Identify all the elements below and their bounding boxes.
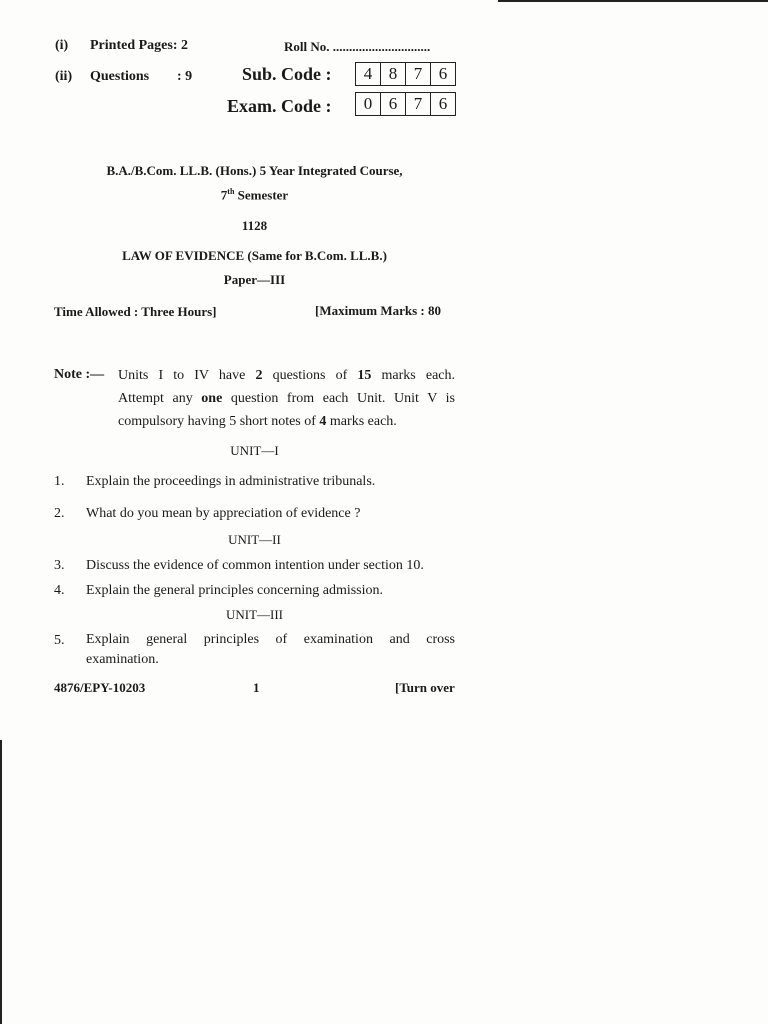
exam-code-box — [355, 92, 456, 116]
page-number: 1 — [253, 680, 260, 695]
sub-code-digit: 8 — [380, 63, 405, 85]
questions-index: (ii) — [55, 69, 73, 84]
question-number: 2. — [54, 506, 65, 521]
printed-pages-index: (i) — [55, 38, 69, 53]
unit-2-heading: UNIT—II — [228, 532, 281, 547]
unit-1-heading: UNIT—I — [230, 443, 279, 458]
question-text: What do you mean by appreciation of evidence ? — [86, 506, 361, 521]
turn-over: [Turn over — [395, 680, 455, 695]
note-line-3: compulsory having 5 short notes of 4 marks each. — [118, 414, 397, 429]
question-number: 1. — [54, 474, 65, 489]
question-number: 5. — [54, 633, 65, 648]
semester-number: 7 — [220, 187, 228, 203]
note-label: Note :— — [54, 367, 105, 382]
roll-no: Roll No. .............................. — [284, 39, 431, 54]
sub-code-label: Sub. Code : — [242, 64, 332, 84]
question-text-line: Explain general principles of examination and cross — [86, 632, 455, 647]
time-allowed: Time Allowed : Three Hours] — [54, 304, 217, 319]
question-text — [86, 630, 455, 670]
questions-count: : 9 — [177, 69, 193, 84]
question-text: Explain the general principles concerning admission. — [86, 583, 384, 598]
exam-code-digit: 7 — [405, 93, 430, 115]
footer-code: 4876/EPY-10203 — [54, 680, 146, 695]
semester-word: Semester — [234, 187, 289, 203]
question-number: 4. — [54, 583, 65, 598]
exam-code-digit: 6 — [380, 93, 405, 115]
subject-title: LAW OF EVIDENCE (Same for B.Com. LL.B.) — [122, 248, 387, 263]
scan-edge-top — [498, 0, 768, 2]
paper-number: Paper—III — [223, 272, 286, 287]
exam-code-digit: 6 — [430, 93, 455, 115]
question-text-line: examination. — [86, 652, 159, 667]
questions-label: Questions — [90, 69, 150, 84]
sub-code-digit: 6 — [430, 63, 455, 85]
question-number: 3. — [54, 558, 65, 573]
unit-3-heading: UNIT—III — [225, 607, 284, 622]
question-text: Explain the proceedings in administrative tribunals. — [86, 474, 376, 489]
course-title: B.A./B.Com. LL.B. (Hons.) 5 Year Integrated Course, — [106, 163, 403, 178]
paper-code: 1128 — [241, 218, 268, 233]
sub-code-digit: 7 — [405, 63, 430, 85]
exam-code-label: Exam. Code : — [227, 96, 332, 116]
question-text: Discuss the evidence of common intention under section 10. — [86, 558, 424, 573]
note-line-1: Units I to IV have 2 questions of 15 marks each. — [118, 368, 456, 383]
note-text — [118, 364, 455, 433]
scan-edge-left — [0, 740, 2, 1024]
sub-code-digit: 4 — [363, 64, 373, 83]
semester-suffix: th — [227, 187, 235, 196]
sub-code-box — [355, 62, 456, 86]
semester — [54, 187, 455, 203]
exam-code-digit: 0 — [363, 94, 373, 113]
note-line-2: Attempt any one question from each Unit. Unit V is — [118, 391, 455, 406]
printed-pages: Printed Pages: 2 — [90, 38, 188, 53]
maximum-marks: [Maximum Marks : 80 — [315, 303, 442, 318]
